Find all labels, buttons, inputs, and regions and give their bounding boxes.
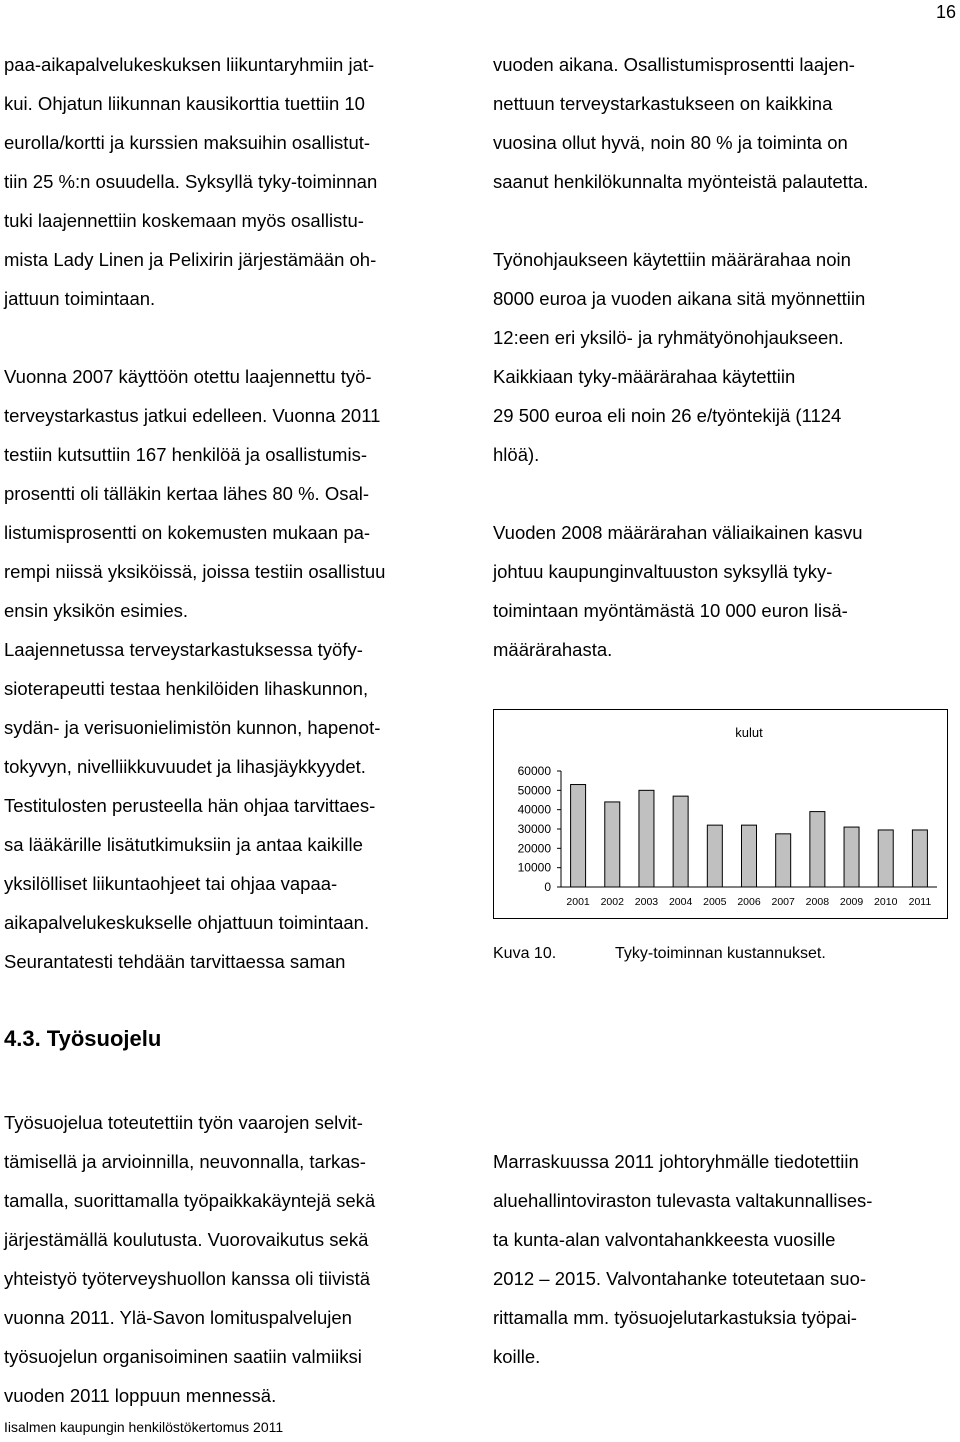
text-line: koille.: [493, 1346, 541, 1367]
text-line: sioterapeutti testaa henkilöiden lihaskunnon,: [4, 678, 369, 699]
y-tick-label: 30000: [517, 822, 551, 836]
y-tick-label: 10000: [517, 860, 551, 875]
text-line: yhteistyö työterveyshuollon kanssa oli tiivistä: [4, 1268, 371, 1289]
x-tick-label: 2011: [908, 896, 932, 908]
text-line: Työnohjaukseen käytettiin määrärahaa noin: [493, 249, 851, 270]
text-line: ensin yksikön esimies.: [4, 600, 189, 621]
footer: Iisalmen kaupungin henkilöstökertomus 2011: [4, 1419, 284, 1435]
text-line: toimintaan myöntämästä 10 000 euron lisä-: [493, 600, 848, 621]
text-line: 29 500 euroa eli noin 26 e/työntekijä (1124: [493, 405, 842, 426]
right-column-top: [493, 45, 868, 669]
figure-caption: [493, 945, 826, 963]
bar-2005: [707, 825, 722, 887]
x-tick-label: 2006: [737, 896, 761, 908]
left-column-top: [4, 45, 385, 981]
page-number: 16: [936, 2, 957, 22]
text-line: sydän- ja verisuonielimistön kunnon, hapenot-: [4, 717, 381, 738]
text-line: Marraskuussa 2011 johtoryhmälle tiedotettiin: [493, 1151, 859, 1172]
text-line: [493, 474, 868, 513]
text-line: kui. Ohjatun liikunnan kausikorttia tuettiin 10: [4, 93, 365, 114]
bar-2011: [912, 830, 927, 887]
y-tick-label: 60000: [517, 764, 551, 778]
text-line: rittamalla mm. työsuojelutarkastuksia työpai-: [493, 1307, 857, 1328]
text-line: tokyvyn, nivelliikkuvuudet ja lihasjäykkyydet.: [4, 756, 366, 777]
text-line: järjestämällä koulutusta. Vuorovaikutus sekä: [4, 1229, 369, 1250]
x-tick-label: 2007: [771, 896, 795, 908]
bar-2003: [639, 790, 654, 887]
x-tick-label: 2010: [874, 896, 898, 908]
text-line: johtuu kaupunginvaltuuston syksyllä tyky-: [493, 561, 833, 582]
y-tick-label: 50000: [517, 783, 551, 798]
y-tick-label: 40000: [517, 802, 551, 817]
text-line: yksilölliset liikuntaohjeet tai ohjaa vapaa-: [4, 873, 338, 894]
text-line: ta kunta-alan valvontahankkeesta vuosille: [493, 1229, 836, 1250]
text-line: rempi niissä yksiköissä, joissa testiin osallistuu: [4, 561, 386, 582]
text-line: 2012 – 2015. Valvontahanke toteutetaan suo-: [493, 1268, 867, 1289]
text-line: määrärahasta.: [493, 639, 613, 660]
x-tick-label: 2004: [668, 896, 693, 908]
text-line: Kaikkiaan tyky-määrärahaa käytettiin: [493, 366, 796, 387]
bar-2004: [673, 796, 688, 887]
text-line: vuosina ollut hyvä, noin 80 % ja toiminta on: [493, 132, 848, 153]
bar-2001: [571, 785, 586, 887]
caption-number: Kuva 10.: [493, 945, 557, 962]
text-line: listumisprosentti on kokemusten mukaan pa-: [4, 522, 371, 543]
bar-2010: [878, 830, 893, 887]
text-line: aluehallintoviraston tulevasta valtakunnallises-: [493, 1190, 873, 1211]
text-line: terveystarkastus jatkui edelleen. Vuonna 2011: [4, 405, 381, 426]
text-line: tämisellä ja arvioinnilla, neuvonnalla, tarkas-: [4, 1151, 366, 1172]
text-line: prosentti oli tälläkin kertaa lähes 80 %. Osal-: [4, 483, 370, 504]
text-line: vuoden 2011 loppuun mennessä.: [4, 1385, 277, 1406]
text-line: Työsuojelua toteutettiin työn vaarojen selvit-: [4, 1112, 363, 1133]
bar-chart: [494, 710, 947, 918]
text-line: sa lääkärille lisätutkimuksiin ja antaa kaikille: [4, 834, 363, 855]
right-column-bottom: [493, 1142, 872, 1376]
text-line: tiin 25 %:n osuudella. Syksyllä tyky-toiminnan: [4, 171, 378, 192]
x-tick-label: 2002: [600, 896, 624, 908]
text-line: Vuonna 2007 käyttöön otettu laajennettu työ-: [4, 366, 372, 387]
text-line: vuonna 2011. Ylä-Savon lomituspalvelujen: [4, 1307, 352, 1328]
x-tick-label: 2008: [805, 896, 830, 908]
text-line: 8000 euroa ja vuoden aikana sitä myönnettiin: [493, 288, 866, 309]
x-tick-label: 2003: [634, 896, 659, 908]
text-line: Seurantatesti tehdään tarvittaessa saman: [4, 951, 346, 972]
bar-2008: [810, 812, 825, 887]
caption-text: Tyky-toiminnan kustannukset.: [615, 945, 826, 962]
text-line: hlöä).: [493, 444, 540, 465]
section-heading: 4.3. Työsuojelu: [4, 1026, 162, 1051]
bar-2006: [742, 825, 757, 887]
text-line: 12:een eri yksilö- ja ryhmätyönohjaukseen.: [493, 327, 844, 348]
text-line: työsuojelun organisoiminen saatiin valmiiksi: [4, 1346, 362, 1367]
text-line: Testitulosten perusteella hän ohjaa tarvittaes-: [4, 795, 376, 816]
text-line: paa-aikapalvelukeskuksen liikuntaryhmiin jat-: [4, 54, 375, 75]
text-line: Laajennetussa terveystarkastuksessa työfy-: [4, 639, 363, 660]
text-line: jattuun toimintaan.: [4, 288, 156, 309]
x-tick-label: 2009: [839, 896, 864, 908]
text-line: tamalla, suorittamalla työpaikkakäyntejä sekä: [4, 1190, 376, 1211]
text-line: mista Lady Linen ja Pelixirin järjestämään oh-: [4, 249, 377, 270]
text-line: testiin kutsuttiin 167 henkilöä ja osallistumis-: [4, 444, 367, 465]
text-line: tuki laajennettiin koskemaan myös osallistu-: [4, 210, 364, 231]
text-line: aikapalvelukeskukselle ohjattuun toimintaan.: [4, 912, 370, 933]
bar-2007: [776, 834, 791, 887]
left-column-bottom: [4, 1103, 375, 1415]
text-line: [4, 318, 385, 357]
text-line: [493, 201, 868, 240]
text-line: Vuoden 2008 määrärahan väliaikainen kasvu: [493, 522, 863, 543]
x-tick-label: 2005: [703, 896, 727, 908]
text-line: eurolla/kortti ja kurssien maksuihin osallistut-: [4, 132, 371, 153]
y-tick-label: 20000: [517, 841, 551, 856]
bar-2009: [844, 827, 859, 887]
y-tick-label: 0: [544, 880, 551, 894]
text-line: nettuun terveystarkastukseen on kaikkina: [493, 93, 833, 114]
chart-title: kulut: [735, 725, 763, 740]
x-tick-label: 2001: [566, 896, 590, 908]
text-line: vuoden aikana. Osallistumisprosentti laajen-: [493, 54, 855, 75]
text-line: saanut henkilökunnalta myönteistä palautetta.: [493, 171, 869, 192]
chart: [493, 709, 948, 919]
bar-2002: [605, 802, 620, 887]
